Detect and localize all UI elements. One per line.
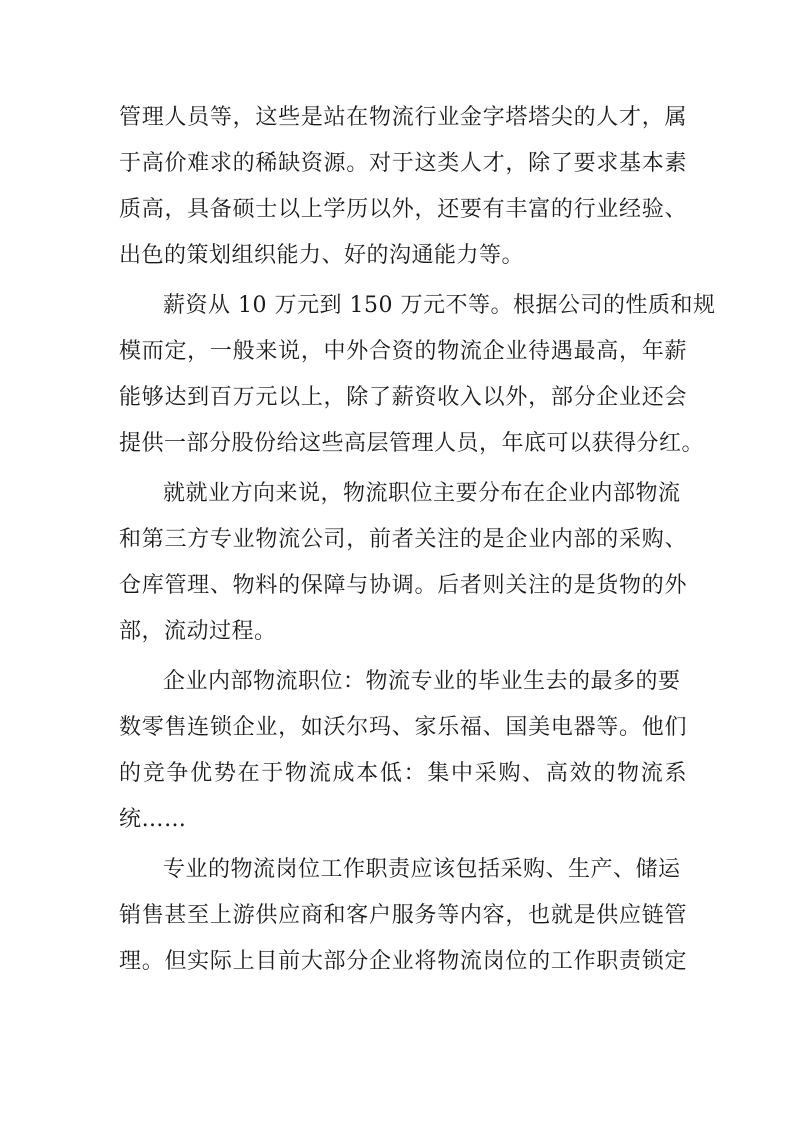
paragraph-line: 管理人员等，这些是站在物流行业金字塔塔尖的人才，属 <box>119 105 687 130</box>
paragraph-line: 部，流动过程。 <box>119 619 277 644</box>
paragraph-2 <box>119 283 716 467</box>
paragraph-line: 数零售连锁企业，如沃尔玛、家乐福、国美电器等。他们 <box>119 715 687 740</box>
paragraph-line: 和第三方专业物流公司，前者关注的是企业内部的采购、 <box>119 527 687 552</box>
paragraph-line: 质高，具备硕士以上学历以外，还要有丰富的行业经验、 <box>119 197 687 222</box>
paragraph-line: 于高价难求的稀缺资源。对于这类人才，除了要求基本素 <box>119 151 687 176</box>
paragraph-5 <box>119 847 687 985</box>
paragraph-line: 专业的物流岗位工作职责应该包括采购、生产、储运 <box>163 857 681 882</box>
paragraph-3 <box>119 471 687 655</box>
paragraph-line: 的竞争优势在于物流成本低：集中采购、高效的物流系 <box>119 761 687 786</box>
paragraph-line: 薪资从 10 万元到 150 万元不等。根据公司的性质和规 <box>163 293 716 318</box>
paragraph-line: 出色的策划组织能力、好的沟通能力等。 <box>119 243 525 268</box>
paragraph-line: 提供一部分股份给这些高层管理人员，年底可以获得分红。 <box>119 431 705 456</box>
paragraph-line: 理。但实际上目前大部分企业将物流岗位的工作职责锁定 <box>119 949 687 974</box>
paragraph-4 <box>119 659 687 843</box>
paragraph-line: 统…… <box>119 807 187 832</box>
paragraph-1 <box>119 95 687 279</box>
paragraph-line: 模而定，一般来说，中外合资的物流企业待遇最高，年薪 <box>119 339 687 364</box>
document-body <box>119 95 716 985</box>
paragraph-line: 能够达到百万元以上，除了薪资收入以外，部分企业还会 <box>119 385 687 410</box>
paragraph-line: 仓库管理、物料的保障与协调。后者则关注的是货物的外 <box>119 573 687 598</box>
paragraph-line: 企业内部物流职位：物流专业的毕业生去的最多的要 <box>163 669 681 694</box>
paragraph-line: 就就业方向来说，物流职位主要分布在企业内部物流 <box>163 481 681 506</box>
paragraph-line: 销售甚至上游供应商和客户服务等内容，也就是供应链管 <box>119 903 687 928</box>
